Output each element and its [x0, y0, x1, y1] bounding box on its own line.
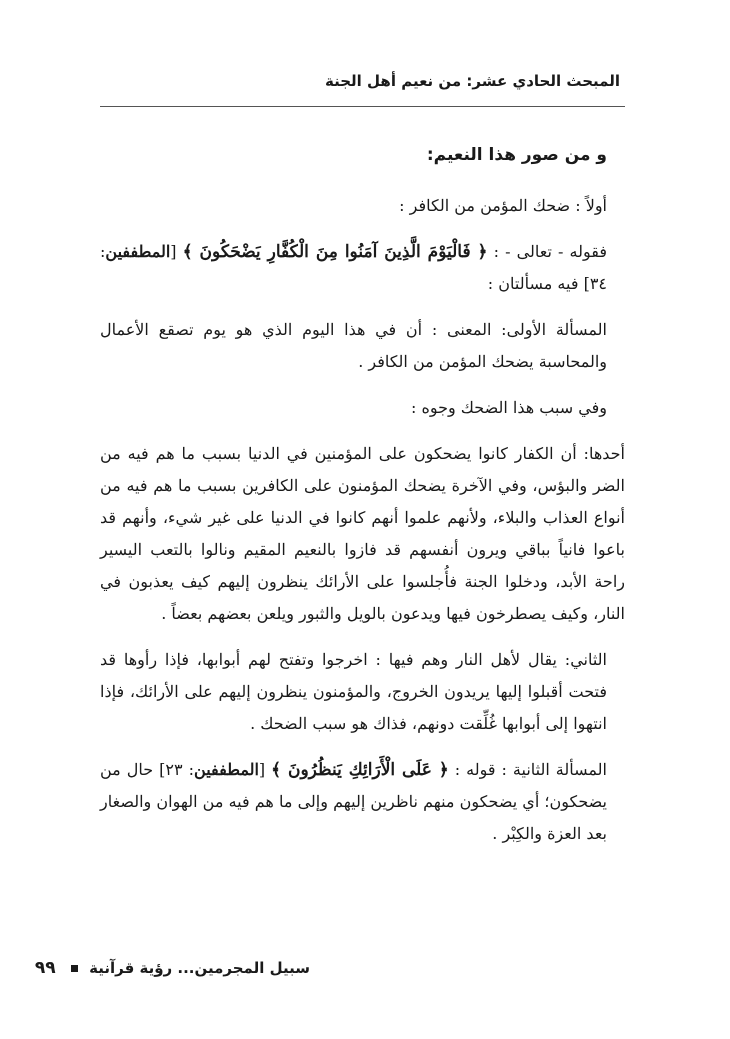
footer-book-title: سبيل المجرمين... رؤية قرآنية — [89, 959, 310, 977]
paragraph-7 — [100, 754, 625, 850]
paragraph-5 — [100, 438, 625, 630]
verse-1-sura: المطففين — [105, 242, 171, 261]
paragraph-3-label: المسألة الأولى — [506, 320, 608, 339]
paragraph-7-intro: : قوله : — [454, 760, 507, 779]
paragraph-7-label: المسألة الثانية — [512, 760, 607, 779]
paragraph-4 — [100, 392, 625, 424]
page-footer — [34, 958, 310, 978]
page-number: ٩٩ — [34, 958, 56, 978]
paragraph-5-label: أحدها — [588, 444, 625, 463]
verse-2-ayah: : ٢٣] — [159, 760, 195, 779]
footer-bullet-icon — [71, 965, 78, 972]
paragraph-2 — [100, 236, 625, 300]
quran-verse-2: ﴿ عَلَى الْأَرَائِكِ يَنظُرُونَ ﴾ — [271, 760, 449, 780]
section-heading: و من صور هذا النعيم: — [426, 145, 607, 165]
paragraph-3 — [100, 314, 625, 378]
paragraph-2-outro: فيه مسألتان : — [487, 274, 579, 293]
verse-2-ref-open: [ — [258, 760, 266, 779]
paragraph-6-text: : يقال لأهل النار وهم فيها : اخرجوا وتفتح لهم أبوابها، فإذا رأوها قد فتحت أقبلوا إليها يريدون الخروج، والمؤمنون ينظرون إليهم على الأرائك، فإذا انتهوا إلى أبوابها غُلِّقت دونهم، فذاك هو سبب الضحك . — [100, 650, 607, 733]
paragraph-7-outro: حال من يضحكون؛ أي يضحكون منهم ناظرين إليهم وإلى ما هم فيه من الهوان والصغار بعد العزة والكِبْر . — [100, 760, 607, 843]
paragraph-1-text: : ضحك المؤمن من الكافر : — [399, 196, 581, 215]
verse-1-ref-open: [ — [170, 242, 177, 261]
verse-1-ayah: : ٣٤] — [100, 242, 607, 293]
paragraph-4-text: وفي سبب هذا الضحك وجوه : — [410, 398, 607, 417]
paragraph-2-intro: فقوله - تعالى - : — [493, 242, 608, 261]
page-body — [100, 140, 625, 864]
verse-2-sura: المطففين — [194, 760, 259, 779]
quran-verse-1: ﴿ فَالْيَوْمَ الَّذِينَ آمَنُوا مِنَ الْكُفَّارِ يَضْحَكُونَ ﴾ — [182, 242, 488, 262]
header-divider — [100, 106, 625, 107]
running-header: المبحث الحادي عشر: من نعيم أهل الجنة — [325, 72, 620, 90]
paragraph-6-label: الثاني — [570, 650, 607, 669]
paragraph-1 — [100, 190, 625, 222]
paragraph-6 — [100, 644, 625, 740]
paragraph-5-text: : أن الكفار كانوا يضحكون على المؤمنين في الدنيا بسبب ما هم فيه من الضر والبؤس، وفي الآخرة يضحك المؤمنون على الكافرين بسبب ما هم فيه من أنواع العذاب والبلاء، ولأنهم علموا أنهم كانوا في الدنيا على غير شيء، وأنهم قد باعوا فانياً بباقي ويرون أنفسهم قد فازوا بالنعيم المقيم ونالوا بالتعب اليسير راحة الأبد، ودخلوا الجنة فأُجلسوا على الأرائك ينظرون إليهم كيف يعذبون في النار، وكيف يصطرخون فيها ويدعون بالويل والثبور ويلعن بعضهم بعضاً . — [100, 444, 625, 623]
paragraph-3-text: : المعنى : أن في هذا اليوم الذي هو يوم تصقع الأعمال والمحاسبة يضحك المؤمن من الكافر . — [100, 320, 607, 371]
paragraph-1-label: أولاً — [585, 196, 607, 215]
